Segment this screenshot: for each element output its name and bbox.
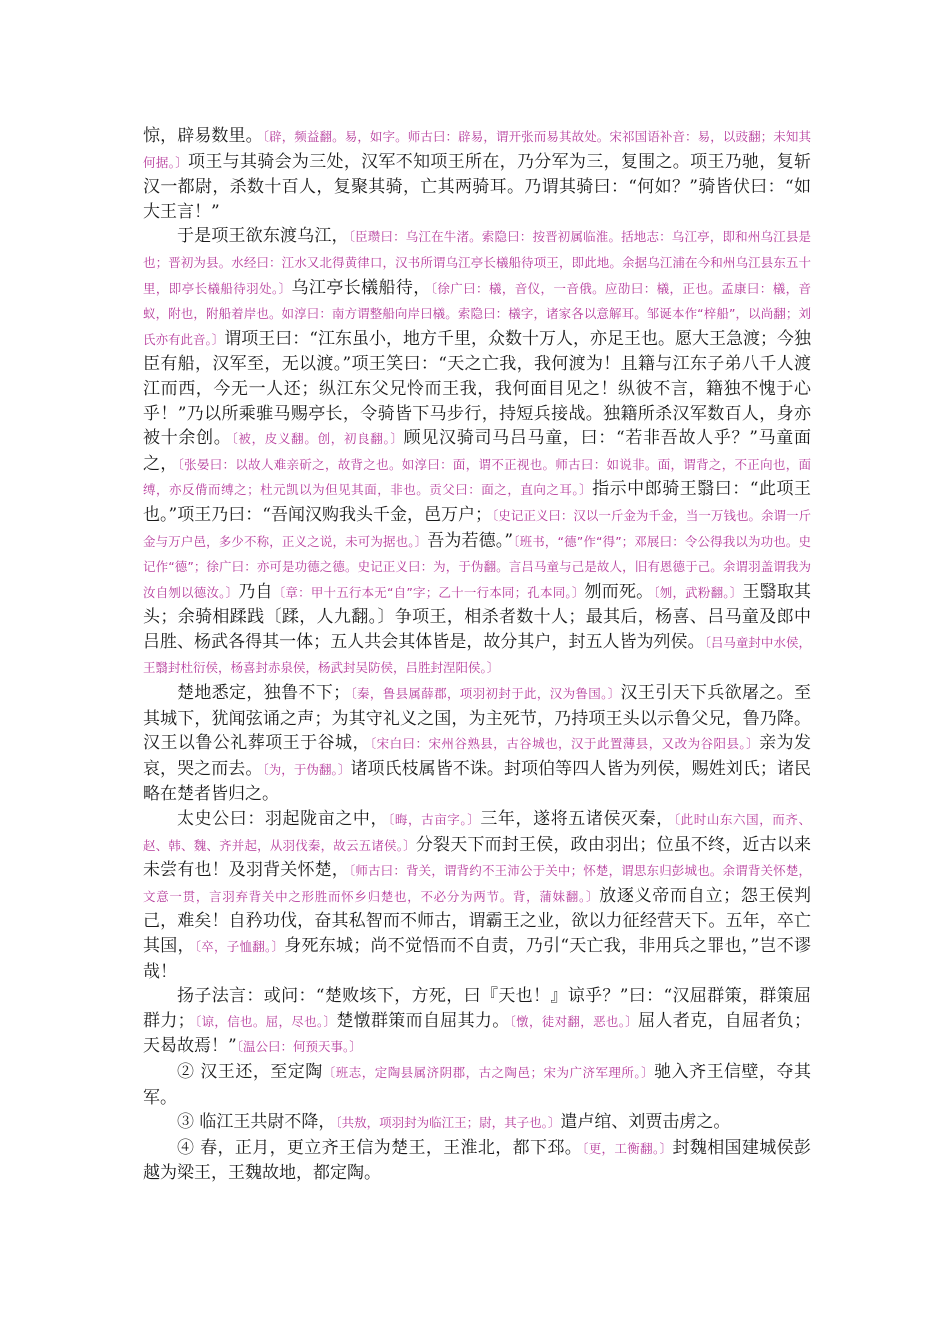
- body-text: 吾为若德。”: [427, 530, 514, 551]
- annotation-note: 〔班志，定陶县属济阴郡，古之陶邑；宋为广济军理所。〕: [322, 1064, 655, 1080]
- annotation-note: 〔师古曰：背关，谓背约不王沛公于关中；怀楚，谓思东归彭城也。余谓背关怀楚，文意一贯，言羽弃背关中之形胜而怀乡归楚也，不必分为两节。背，蒲妹翻。〕: [143, 863, 811, 904]
- annotation-note: 〔为，于伪翻。〕: [262, 761, 351, 777]
- body-text: 顾见汉骑司马吕马童，曰：“若非吾故人乎？”马童面之，: [143, 428, 811, 474]
- annotation-note: 〔宋白曰：宋州谷熟县，古谷城也，汉于此置薄县，又改为谷阳县。〕: [369, 736, 760, 752]
- body-text: 刎而死。: [584, 581, 654, 602]
- annotation-note: 〔被，皮义翻。创，初良翻。〕: [231, 431, 404, 447]
- paragraph: [143, 1110, 811, 1136]
- body-text: 屈人者克，自屈者负；天曷故焉！”: [143, 1010, 812, 1057]
- body-text: 亲为发哀，哭之而去。: [143, 733, 812, 779]
- document-page: [143, 124, 811, 1186]
- body-text: 身死东城；尚不觉悟而不自责，乃引“天亡我，非用兵之罪也，”岂不谬哉！: [143, 936, 811, 982]
- body-text: 乃自: [238, 581, 273, 602]
- annotation-note: 〔此时山东六国，而齐、赵、韩、魏、齐并起，从羽伐秦，故云五诸侯。〕: [143, 812, 811, 853]
- body-text: 王翳取其头；余骑相蹂践〔蹂，人九翻。〕争项王，相杀者数十人；最其后，杨喜、吕马童及郎中吕胜、杨武各得其一体；五人共会其体皆是，故分其户，封五人皆为列侯。: [143, 581, 812, 652]
- body-text: ④ 春，正月，更立齐王信为楚王，王淮北，都下邳。: [177, 1137, 583, 1158]
- body-text: 项王与其骑会为三处，汉军不知项王所在，乃分军为三，复围之。项王乃驰，复斩汉一都尉，杀数十百人，复聚其骑，亡其两骑耳。乃谓其骑曰：“何如？”骑皆伏曰：“如大王言！”: [143, 151, 811, 222]
- annotation-note: 〔更，工衡翻。〕: [582, 1140, 673, 1156]
- annotation-note: 〔章：甲十五行本无“自”字；乙十一行本同；孔本同。〕: [272, 584, 585, 600]
- annotation-note: 〔刎，武粉翻。〕: [653, 584, 743, 600]
- paragraph: [143, 124, 811, 224]
- body-text: 诸项氏枝属皆不诛。封项伯等四人皆为列侯，赐姓刘氏；诸民略在楚者皆归之。: [143, 758, 812, 805]
- body-text: ③ 临江王共尉不降，: [177, 1112, 336, 1133]
- annotation-note: 〔憞，徒对翻，恶也。〕: [509, 1013, 639, 1029]
- annotation-note: 〔卒，子恤翻。〕: [194, 939, 285, 954]
- paragraph: [143, 984, 811, 1060]
- body-text: ② 汉王还，至定陶: [177, 1061, 323, 1082]
- body-text: 太史公曰：羽起陇亩之中，: [177, 809, 389, 830]
- paragraph: [143, 1136, 811, 1186]
- body-text: 乌江亭长檥船待，: [291, 277, 431, 298]
- body-text: 放逐义帝而自立；怨王侯判己，难矣！自矜功伐，奋其私智而不师古，谓霸王之业，欲以力征经营天下。五年，卒亡其国，: [143, 885, 811, 956]
- body-text: 汉王引天下兵欲屠之。至其城下，犹闻弦诵之声；为其守礼义之国，为主死节，乃持项王头以示鲁父兄，鲁乃降。汉王以鲁公礼葬项王于谷城，: [143, 683, 811, 754]
- body-text: 遣卢绾、刘贾击虏之。: [560, 1112, 731, 1133]
- body-text: 驰入齐王信壁，夺其军。: [143, 1061, 811, 1108]
- annotation-note: 〔共敖，项羽封为临江王；尉，其子也。〕: [335, 1115, 561, 1131]
- body-text: 指示中郎骑王翳曰：“此项王也。”项王乃曰：“吾闻汉购我头千金，邑万户；: [143, 479, 811, 525]
- paragraph: [143, 681, 811, 807]
- body-text: 扬子法言：或问：“楚败垓下，方死，曰『天也！』谅乎？”曰：“汉屈群策，群策屈群力；: [143, 986, 811, 1031]
- body-text: 楚憞群策而自屈其力。: [336, 1010, 510, 1031]
- annotation-note: 〔辟，频益翻。易，如字。师古曰：辟易，谓开张而易其故处。宋祁国语补音：易，以豉翻；未知其何据。〕: [143, 129, 811, 170]
- body-text: 楚地悉定，独鲁不下；: [177, 683, 351, 704]
- annotation-note: 〔秦，鲁县属薛郡，项羽初封于此，汉为鲁国。〕: [350, 686, 621, 702]
- body-text: 封魏相国建城侯彭越为梁王，王魏故地，都定陶。: [143, 1137, 811, 1184]
- body-text: 分裂天下而封王侯，政由羽出；位虽不终，近古以来未尝有也！及羽背关怀楚，: [143, 834, 811, 881]
- paragraph: [143, 1060, 811, 1110]
- annotation-note: 〔温公曰：何预天事。〕: [236, 1039, 362, 1055]
- paragraph: [143, 224, 811, 681]
- body-text: 谓项王曰：“江东虽小，地方千里，众数十万人，亦足王也。愿大王急渡；今独臣有船，汉军至，无以渡。”项王笑曰：“天之亡我，我何渡为！且籍与江东子弟八千人渡江而西，今无一人还；纵江东父兄怜而王我，我何面目见之！纵彼不言，籍独不愧于心乎！”乃以所乘骓马赐亭长，令骑皆下马步行，持短兵接战。独籍所杀汉军数百人，身亦被十余创。: [143, 328, 811, 449]
- annotation-note: 〔晦，古亩字。〕: [388, 812, 481, 828]
- annotation-note: 〔臣瓒曰：乌江在牛渚。索隐曰：按晋初属临淮。括地志：乌江亭，即和州乌江县是也；晋初为县。水经曰：江水又北得黄律口，汉书所谓乌江亭长檥船待项王，即此地。余据乌江浦在今和州乌江县东五十里，即亭长檥船待羽处。〕: [143, 229, 811, 296]
- body-text: 三年，遂将五诸侯灭秦，: [480, 809, 674, 830]
- annotation-note: 〔徐广曰：檥，音仪，一音俄。应劭曰：檥，正也。孟康曰：檥，音蚁，附也，附船着岸也。如淳曰：南方谓整船向岸曰檥。索隐曰：檥字，诸家各以意解耳。邹诞本作“梓船”，以尚翻；刘氏亦有此音。〕: [143, 280, 811, 347]
- annotation-note: 〔史记正义曰：汉以一斤金为千金，当一万钱也。余谓一斤金与万户邑，多少不称，正义之说，未可为据也。〕: [143, 507, 811, 549]
- annotation-note: 〔谅，信也。屈，尽也。〕: [194, 1013, 337, 1029]
- body-text: 惊，辟易数里。: [143, 126, 263, 146]
- annotation-note: 〔张晏曰：以故人难亲斫之，故背之也。如淳曰：面，谓不正视也。师古曰：如说非。面，谓背之，不正向也，面缚，亦反偝而缚之；杜元凯以为但见其面，非也。贡父曰：面之，直向之耳。〕: [143, 456, 811, 498]
- body-text: 于是项王欲东渡乌江，: [177, 226, 349, 247]
- annotation-note: 〔班书，“德”作“得”；邓展曰：令公得我以为功也。史记作“德”；徐广曰：亦可是功德之德。史记正义曰：为，于伪翻。言吕马童与己是故人，旧有恩德于己。余谓羽盖谓我为汝自刎以德汝。〕: [143, 533, 811, 600]
- paragraph: [143, 807, 811, 984]
- annotation-note: 〔吕马童封中水侯，王翳封杜衍侯，杨喜封赤泉侯，杨武封吴防侯，吕胜封涅阳侯。〕: [143, 634, 811, 676]
